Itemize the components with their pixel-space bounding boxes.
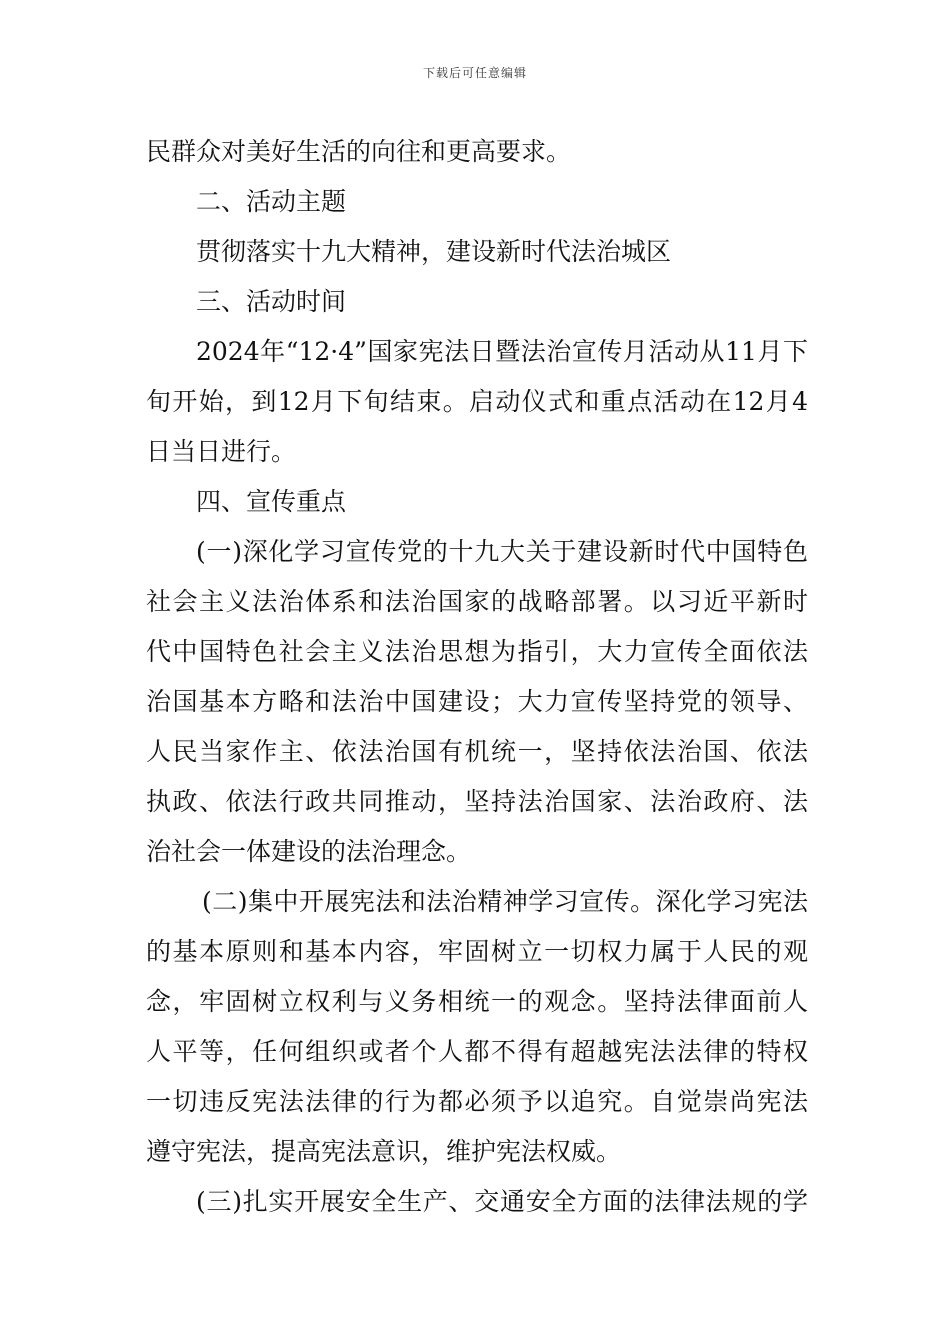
- text-line: 治社会一体建设的法治理念。: [146, 837, 472, 866]
- text-line: 四、宣传重点: [196, 487, 347, 516]
- text-line: 人平等，任何组织或者个人都不得有超越宪法法律的特权: [146, 1037, 808, 1066]
- text-line: 2024年“12·4”国家宪法日暨法治宣传月活动从11月下: [196, 337, 808, 366]
- text-line: 治国基本方略和法治中国建设；大力宣传坚持党的领导、: [146, 687, 808, 716]
- text-line: 贯彻落实十九大精神，建设新时代法治城区: [196, 237, 672, 266]
- text-line: 二、活动主题: [196, 187, 347, 216]
- text-line: 的基本原则和基本内容，牢固树立一切权力属于人民的观: [146, 937, 808, 966]
- text-line: (一)深化学习宣传党的十九大关于建设新时代中国特色: [196, 537, 808, 566]
- text-line: 执政、依法行政共同推动，坚持法治国家、法治政府、法: [146, 787, 808, 816]
- text-line: 三、活动时间: [196, 287, 347, 316]
- text-line: 社会主义法治体系和法治国家的战略部署。以习近平新时: [146, 587, 808, 616]
- page-header: 下载后可任意编辑: [422, 66, 527, 80]
- text-line: 人民当家作主、依法治国有机统一，坚持依法治国、依法: [146, 737, 808, 766]
- text-line: (二)集中开展宪法和法治精神学习宣传。深化学习宪法: [202, 887, 808, 916]
- text-line: (三)扎实开展安全生产、交通安全方面的法律法规的学: [196, 1187, 808, 1216]
- text-line: 代中国特色社会主义法治思想为指引，大力宣传全面依法: [146, 637, 808, 666]
- text-line: 旬开始，到12月下旬结束。启动仪式和重点活动在12月4: [146, 387, 808, 416]
- text-line: 念，牢固树立权利与义务相统一的观念。坚持法律面前人: [146, 987, 808, 1016]
- document-body: [146, 127, 808, 1227]
- text-line: 遵守宪法，提高宪法意识，维护宪法权威。: [146, 1137, 622, 1166]
- text-line: 日当日进行。: [146, 437, 297, 466]
- text-line: 一切违反宪法法律的行为都必须予以追究。自觉崇尚宪法: [146, 1087, 808, 1116]
- text-line: 民群众对美好生活的向往和更高要求。: [146, 137, 572, 166]
